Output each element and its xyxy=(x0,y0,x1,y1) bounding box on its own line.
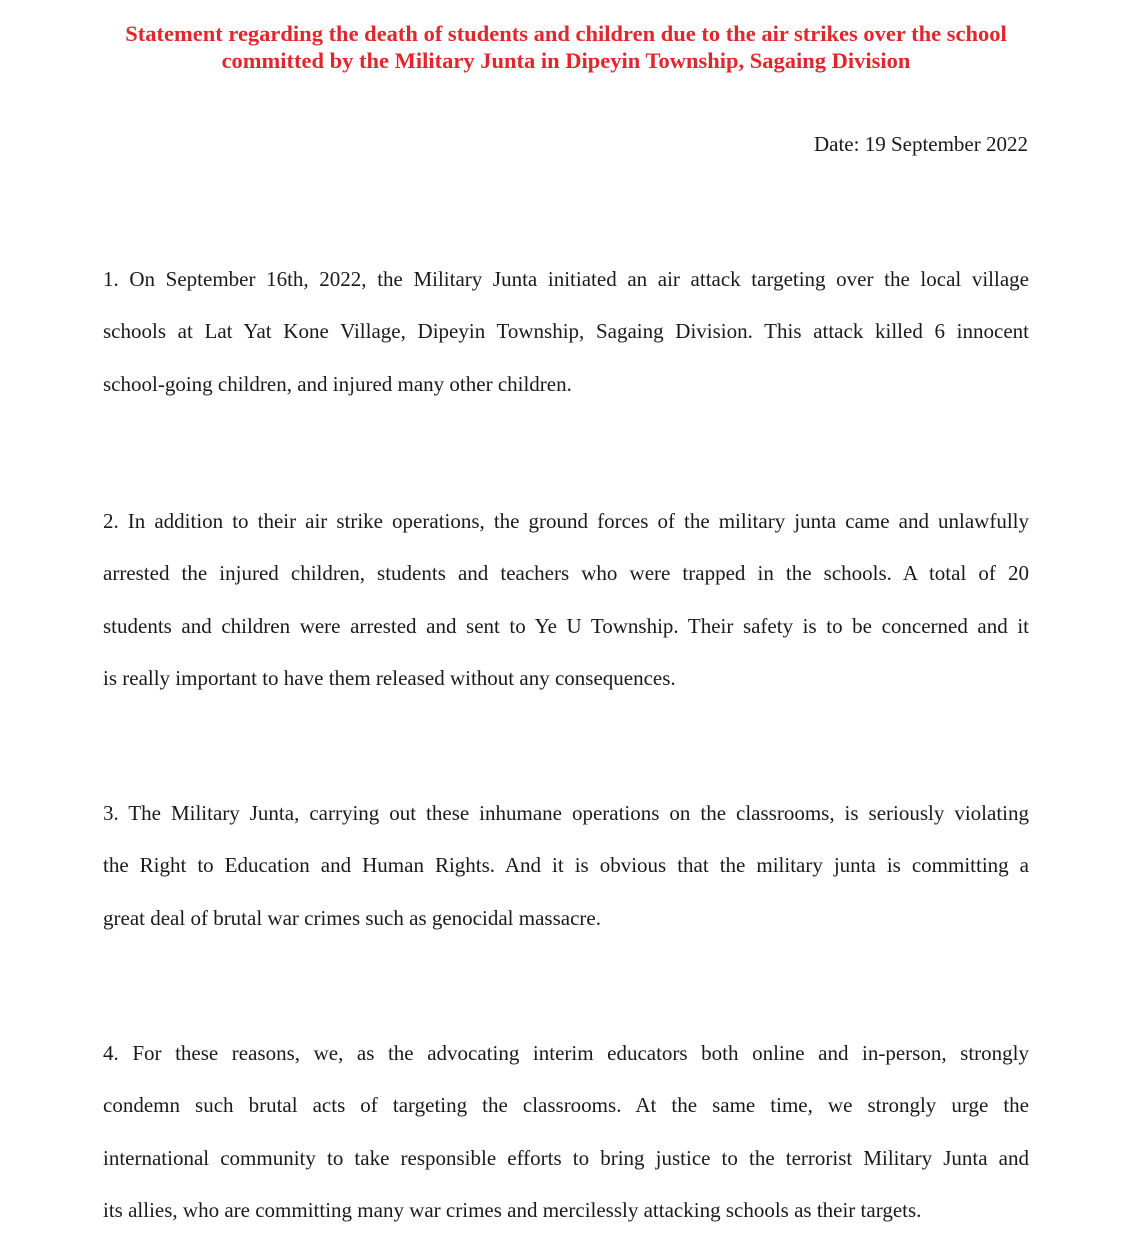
paragraph-line: students and children were arrested and sent to Ye U Township. Their safety is to be concerned and it xyxy=(103,613,1029,638)
paragraph-line: 2. In addition to their air strike operations, the ground forces of the military junta came and unlawfully xyxy=(103,509,1029,533)
paragraph-line: 3. The Military Junta, carrying out these inhumane operations on the classrooms, is seriously violating xyxy=(103,801,1029,825)
paragraph-4 xyxy=(103,1039,1029,1248)
paragraph-2 xyxy=(103,507,1029,716)
paragraph-line: 1. On September 16th, 2022, the Military Junta initiated an air attack targeting over the local village xyxy=(103,267,1029,291)
document-date: Date: 19 September 2022 xyxy=(813,132,1028,156)
paragraph-line: international community to take responsible efforts to bring justice to the terrorist Military Junta and xyxy=(103,1145,1029,1170)
paragraph-line: great deal of brutal war crimes such as genocidal massacre. xyxy=(103,905,601,930)
document-title xyxy=(60,20,1072,74)
paragraph-line: is really important to have them released without any consequences. xyxy=(103,665,676,690)
paragraph-line: the Right to Education and Human Rights. And it is obvious that the military junta is committing a xyxy=(103,853,1029,878)
paragraph-line: schools at Lat Yat Kone Village, Dipeyin Township, Sagaing Division. This attack killed 6 innocent xyxy=(103,319,1029,344)
title-line-1: Statement regarding the death of students and children due to the air strikes over the school xyxy=(125,21,1007,46)
paragraph-line: condemn such brutal acts of targeting the classrooms. At the same time, we strongly urge the xyxy=(103,1093,1029,1118)
paragraph-line: arrested the injured children, students and teachers who were trapped in the schools. A total of 20 xyxy=(103,561,1029,586)
paragraph-line: its allies, who are committing many war crimes and mercilessly attacking schools as their targets. xyxy=(103,1197,922,1222)
paragraph-3 xyxy=(103,799,1029,956)
title-line-2: committed by the Military Junta in Dipeyin Township, Sagaing Division xyxy=(221,48,911,73)
paragraph-line: school-going children, and injured many other children. xyxy=(103,371,572,396)
paragraph-line: 4. For these reasons, we, as the advocating interim educators both online and in-person, strongly xyxy=(103,1041,1029,1065)
paragraph-1 xyxy=(103,265,1029,422)
